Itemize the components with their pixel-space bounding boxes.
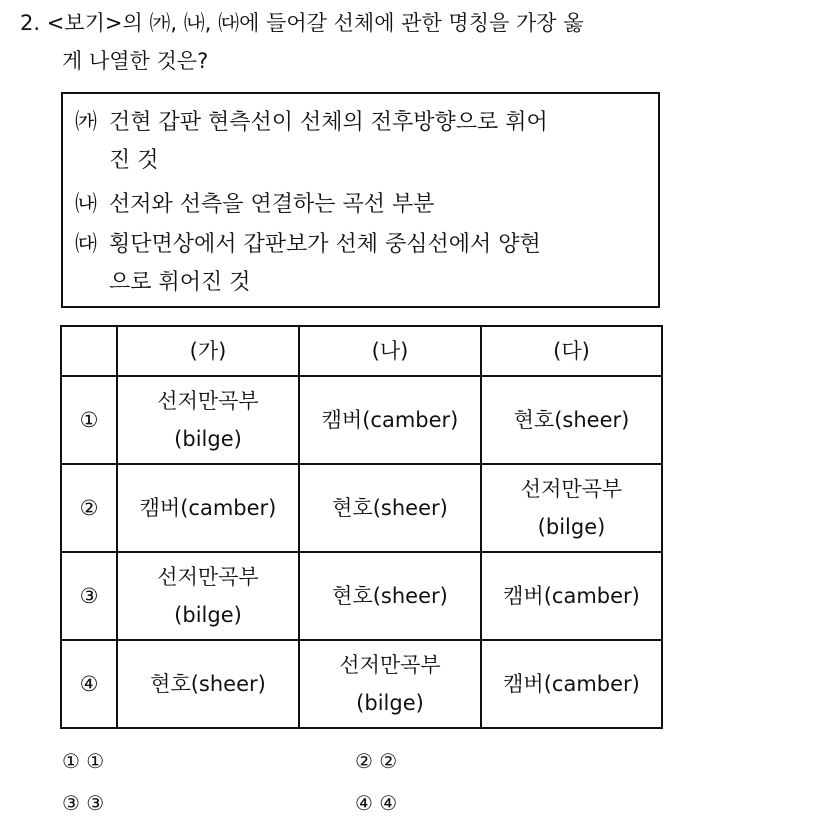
cell-line: 캠버(camber) bbox=[503, 672, 640, 696]
bogi-item-da bbox=[75, 230, 541, 260]
question-line-2: 게 나열한 것은? bbox=[62, 49, 209, 73]
header-cell-da: (다) bbox=[481, 326, 662, 376]
cell-line: (bilge) bbox=[174, 603, 242, 627]
bogi-item-ga bbox=[75, 108, 548, 138]
table-row bbox=[61, 464, 662, 552]
cell-line: 선저만곡부 bbox=[520, 477, 623, 501]
row-number: ② bbox=[61, 464, 117, 552]
cell-line: 현호(sheer) bbox=[332, 584, 448, 608]
table-cell bbox=[117, 464, 299, 552]
row-number: ③ bbox=[61, 552, 117, 640]
header-cell-na: (나) bbox=[299, 326, 481, 376]
table-cell bbox=[481, 464, 662, 552]
table-cell bbox=[299, 464, 481, 552]
table-cell bbox=[299, 376, 481, 464]
bogi-text: 횡단면상에서 갑판보가 선체 중심선에서 양현 bbox=[109, 232, 541, 257]
cell-line: 현호(sheer) bbox=[150, 672, 266, 696]
bogi-box bbox=[61, 92, 660, 308]
bogi-text: 건현 갑판 현측선이 선체의 전후방향으로 휘어 bbox=[109, 110, 548, 135]
cell-line: (bilge) bbox=[174, 427, 242, 451]
cell-line: 현호(sheer) bbox=[513, 408, 630, 432]
answer-choice-4[interactable]: ④ ④ bbox=[355, 791, 398, 815]
table-header-row bbox=[61, 326, 662, 376]
table-cell bbox=[481, 376, 662, 464]
table-row bbox=[61, 640, 662, 728]
cell-line: 선저만곡부 bbox=[339, 653, 441, 677]
header-cell-ga: (가) bbox=[117, 326, 299, 376]
bogi-text: 으로 휘어진 것 bbox=[109, 270, 251, 295]
bogi-mark-ga: ㈎ bbox=[75, 110, 98, 135]
table-cell bbox=[481, 552, 662, 640]
cell-line: 현호(sheer) bbox=[332, 496, 448, 520]
cell-line: 캠버(camber) bbox=[503, 584, 640, 608]
answer-choice-2[interactable]: ② ② bbox=[355, 749, 398, 773]
bogi-mark-da: ㈐ bbox=[75, 232, 98, 257]
cell-line: (bilge) bbox=[356, 691, 424, 715]
cell-line: (bilge) bbox=[537, 515, 606, 539]
table-cell bbox=[117, 376, 299, 464]
options-table bbox=[60, 325, 663, 729]
bogi-text: 진 것 bbox=[109, 148, 159, 173]
table-row bbox=[61, 376, 662, 464]
cell-line: 캠버(camber) bbox=[321, 408, 459, 432]
bogi-mark-na: ㈏ bbox=[75, 192, 98, 217]
table-cell bbox=[117, 640, 299, 728]
answer-choice-3[interactable]: ③ ③ bbox=[62, 791, 105, 815]
row-number: ④ bbox=[61, 640, 117, 728]
cell-line: 선저만곡부 bbox=[157, 389, 259, 413]
cell-line: 캠버(camber) bbox=[139, 496, 277, 520]
bogi-item-da-cont bbox=[109, 268, 251, 298]
table-cell bbox=[481, 640, 662, 728]
row-number: ① bbox=[61, 376, 117, 464]
table-row bbox=[61, 552, 662, 640]
table-cell bbox=[299, 640, 481, 728]
table-cell bbox=[299, 552, 481, 640]
question-line-1: 2. <보기>의 ㈎, ㈏, ㈐에 들어갈 선체에 관한 명칭을 가장 옳 bbox=[20, 11, 584, 35]
bogi-item-na bbox=[75, 190, 435, 220]
bogi-text: 선저와 선측을 연결하는 곡선 부분 bbox=[109, 192, 435, 217]
header-cell-empty bbox=[61, 326, 117, 376]
answer-choice-1[interactable]: ① ① bbox=[62, 749, 105, 773]
cell-line: 선저만곡부 bbox=[157, 565, 259, 589]
table-cell bbox=[117, 552, 299, 640]
bogi-item-ga-cont bbox=[109, 146, 159, 176]
